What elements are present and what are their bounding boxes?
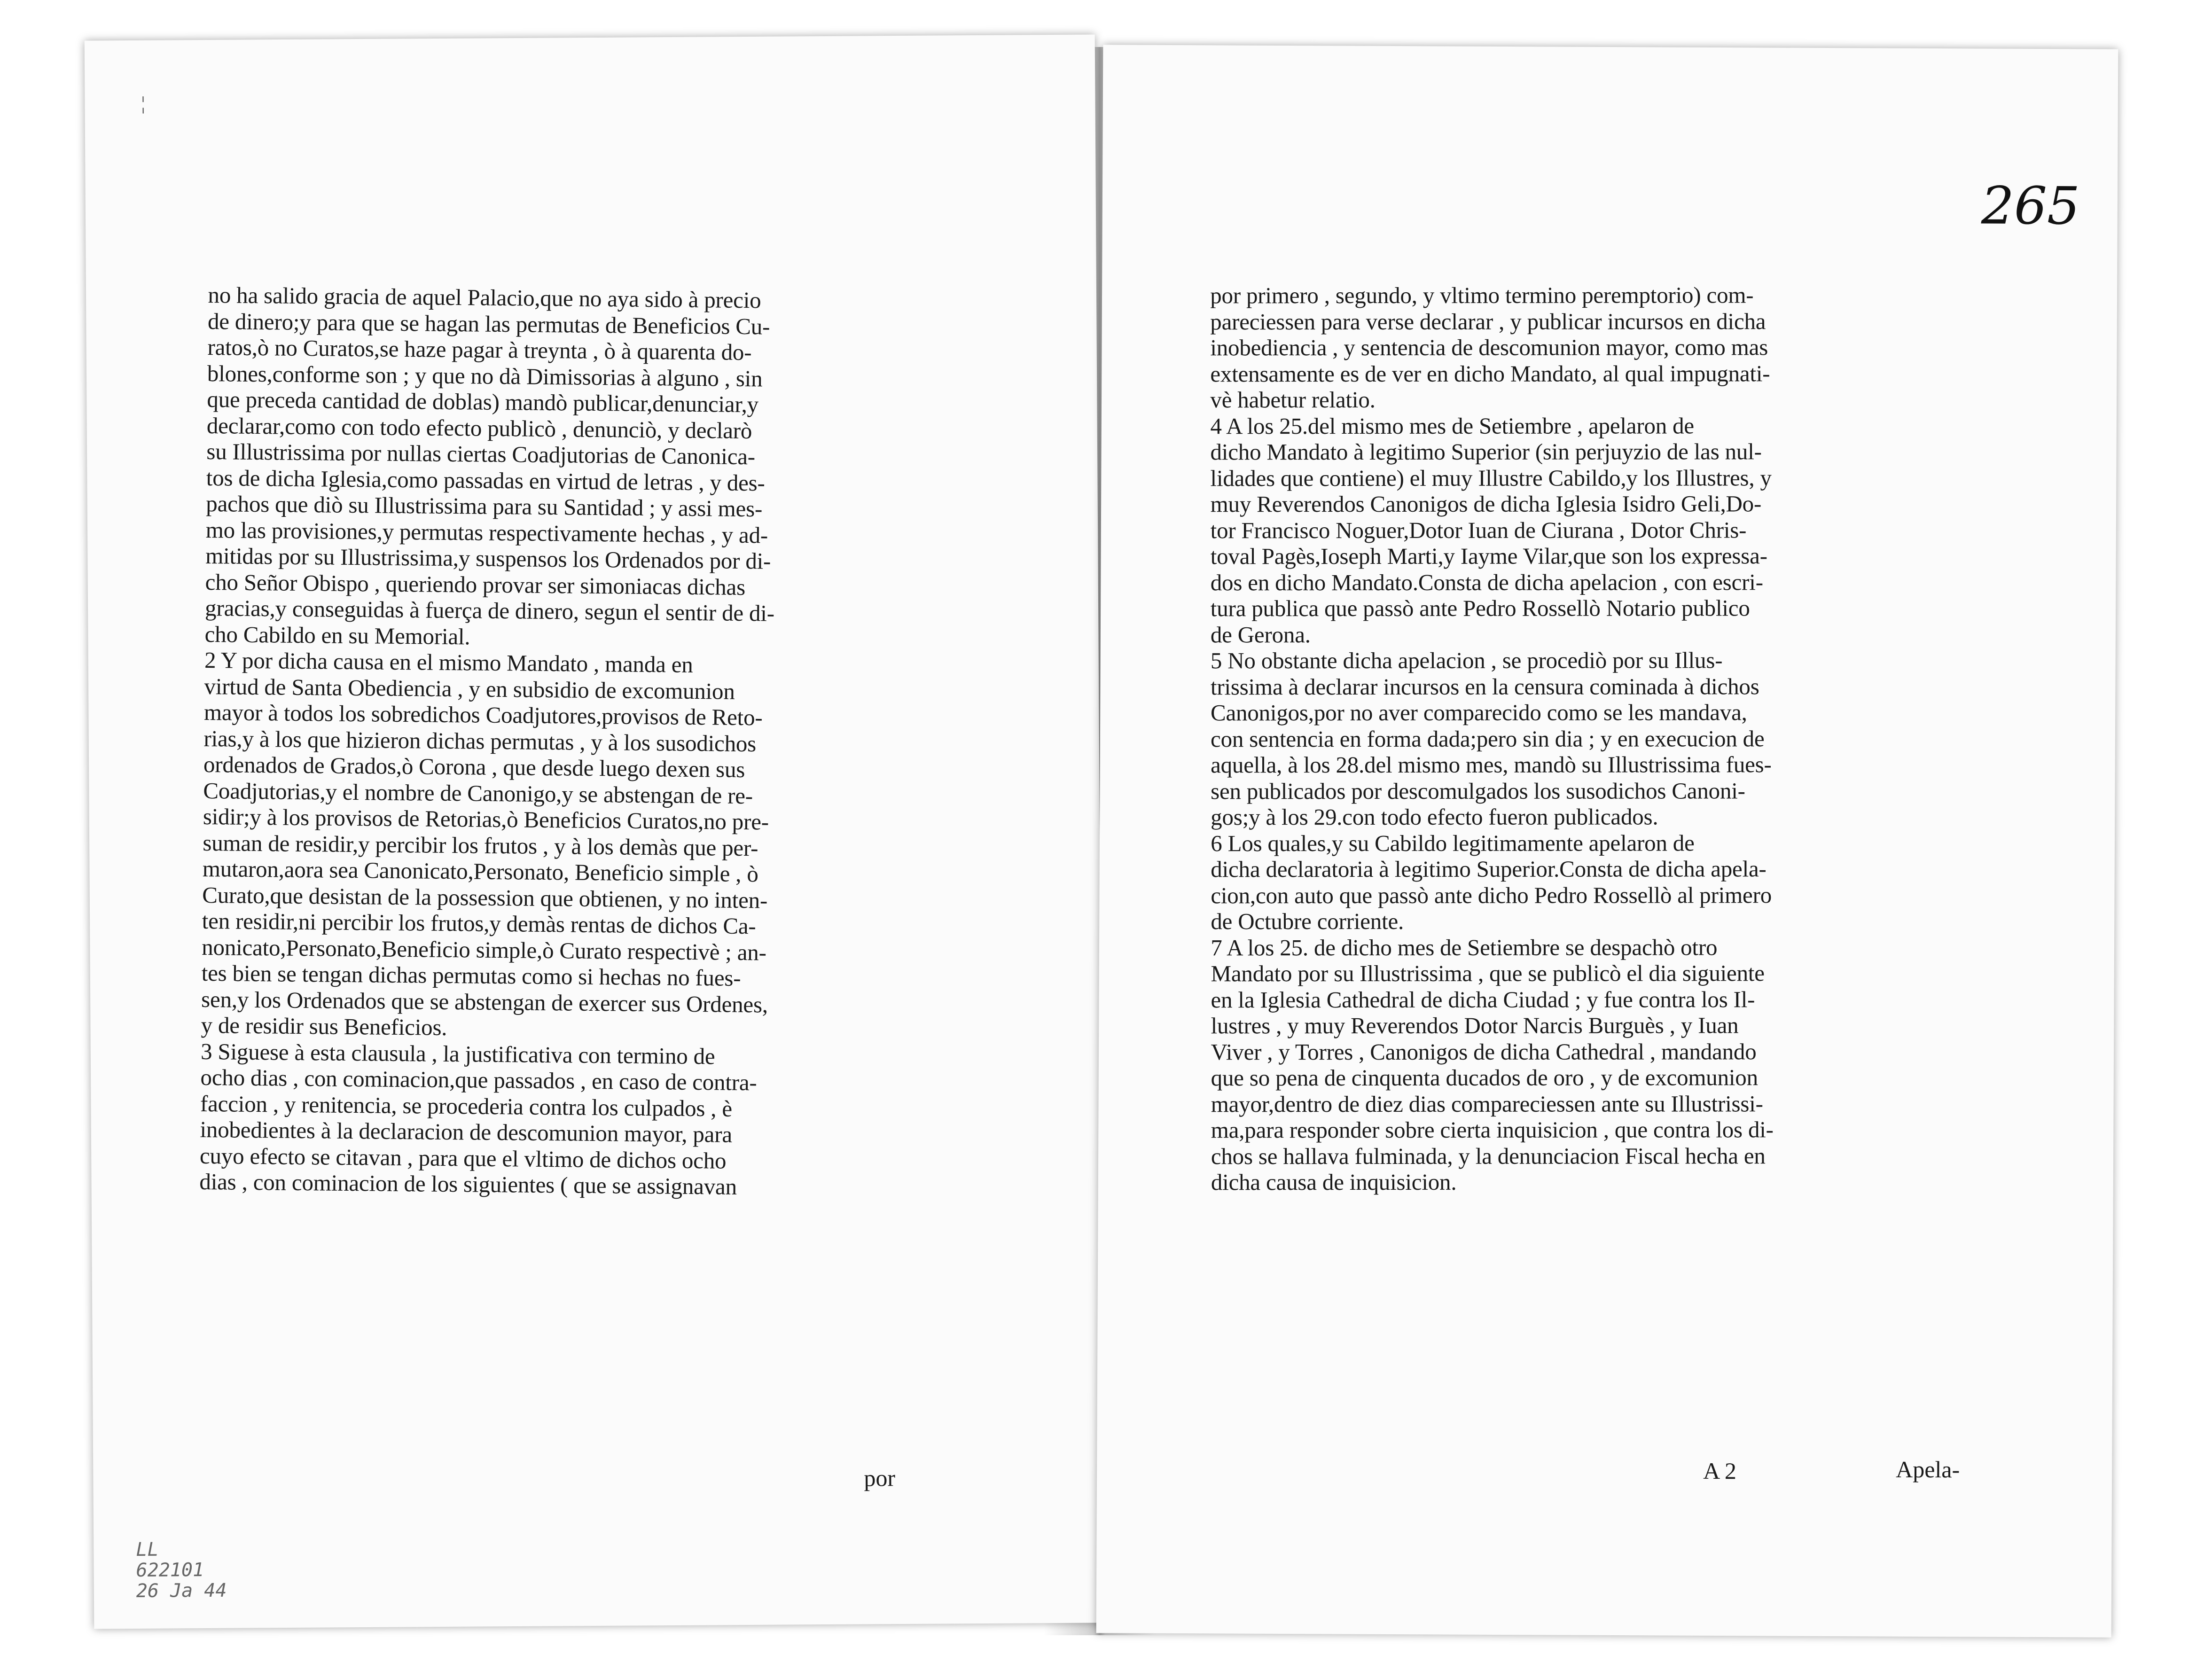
text-line: extensamente es de ver en dicho Mandato, al qual impugnati- <box>1210 360 1770 387</box>
text-line: vè habetur relatio. <box>1210 386 1376 413</box>
text-line: de Gerona. <box>1210 621 1311 648</box>
text-line: pachos que diò su Illustrissima para su Santidad ; y assi mes- <box>206 490 763 522</box>
text-line: ten residir,ni percibir los frutos,y demàs rentas de dichos Ca- <box>202 907 756 939</box>
text-line: con sentencia en forma dada;pero sin dia ; y en execucion de <box>1211 725 1765 752</box>
text-line: blones,conforme son ; y que no dà Dimissorias à alguno , sin <box>207 360 763 391</box>
text-line: lidades que contiene) el muy Illustre Cabildo,y los Illustres, y <box>1210 464 1772 491</box>
text-line: no ha salido gracia de aquel Palacio,que no aya sido à precio <box>208 282 761 313</box>
text-line: dicha declaratoria à legitimo Superior.Consta de dicha apela- <box>1211 856 1766 882</box>
text-line: Curato,que desistan de la possession que obtienen, y no inten- <box>202 882 768 913</box>
left-page <box>85 34 1105 1629</box>
text-line: Canonigos,por no aver comparecido como se les mandava, <box>1210 699 1747 726</box>
text-line: dos en dicho Mandato.Consta de dicha apelacion , con escri- <box>1210 569 1763 595</box>
text-line: 7 A los 25. de dicho mes de Setiembre se despachò otro <box>1211 934 1718 960</box>
text-line: 4 A los 25.del mismo mes de Setiembre , apelaron de <box>1210 412 1694 439</box>
text-line: mayor à todos los sobredichos Coadjutores,provisos de Reto- <box>203 699 763 731</box>
text-line: ratos,ò no Curatos,se haze pagar à treynta , ò à quarenta do- <box>207 334 752 366</box>
text-line: 6 Los quales,y su Cabildo legitimamente apelaron de <box>1211 829 1695 856</box>
text-line: muy Reverendos Canonigos de dicha Iglesia Isidro Geli,Do- <box>1210 491 1762 517</box>
text-line: chos se hallava fulminada, y la denunciacion Fiscal hecha en <box>1211 1142 1766 1169</box>
text-line: rias,y à los que hizieron dichas permutas , y à los susodichos <box>203 725 757 757</box>
text-line: aquella, à los 28.del mismo mes, mandò su Illustrissima fues- <box>1211 751 1772 778</box>
text-line: suman de residir,y percibir los frutos , y à los demàs que per- <box>203 829 758 861</box>
text-line: su Illustrissima por nullas ciertas Coadjutorias de Canonica- <box>206 438 756 470</box>
right-page <box>1096 45 2118 1637</box>
text-line: mutaron,aora sea Canonicato,Personato, Beneficio simple , ò <box>202 855 758 887</box>
text-line: sen publicados por descomulgados los susodichos Canoni- <box>1211 777 1745 804</box>
right-page-text <box>1210 282 2043 1195</box>
text-line: inobediencia , y sentencia de descomunion mayor, como mas <box>1210 334 1768 361</box>
text-line: cuyo efecto se citavan , para que el vltimo de dichos ocho <box>199 1142 727 1174</box>
text-line: Coadjutorias,y el nombre de Canonigo,y se abstengan de re- <box>203 777 753 809</box>
margin-mark: ¦ <box>141 92 145 114</box>
left-page-text <box>199 282 1007 1202</box>
text-line: Mandato por su Illustrissima , que se publicò el dia siguiente <box>1211 960 1765 987</box>
text-line: ma,para responder sobre cierta inquisicion , que contra los di- <box>1211 1116 1774 1143</box>
text-line: gos;y à los 29.con todo efecto fueron publicados. <box>1211 804 1658 830</box>
text-line: que so pena de cinquenta ducados de oro , y de excomunion <box>1211 1064 1758 1091</box>
signature-mark: A 2 <box>1703 1457 1737 1484</box>
text-line: que preceda cantidad de doblas) mandò publicar,denunciar,y <box>207 386 759 418</box>
text-line: mayor,dentro de diez dias compareciessen ante su Illustrissi- <box>1211 1090 1763 1117</box>
text-line: y de residir sus Beneficios. <box>201 1012 447 1040</box>
right-catchword: Apela- <box>1896 1456 1960 1483</box>
text-line: por primero , segundo, y vltimo termino peremptorio) com- <box>1210 282 1754 309</box>
text-line: dias , con cominacion de los siguientes ( que se assignavan <box>199 1168 737 1200</box>
text-line: en la Iglesia Cathedral de dicha Ciudad ; y fue contra los Il- <box>1211 986 1755 1013</box>
text-line: tes bien se tengan dichas permutas como si hechas no fues- <box>201 960 741 991</box>
text-line: 2 Y por dicha causa en el mismo Mandato , manda en <box>204 647 693 678</box>
folio-number: 265 <box>1981 175 2080 236</box>
text-line: ocho dias , con cominacion,que passados , en caso de contra- <box>200 1064 757 1096</box>
pencil-notes: LL 622101 26 Ja 44 <box>136 1538 227 1602</box>
text-line: declarar,como con todo efecto publicò , denunciò, y declarò <box>206 412 752 444</box>
text-line: cho Cabildo en su Memorial. <box>204 621 470 649</box>
text-line: lustres , y muy Reverendos Dotor Narcis Burguès , y Iuan <box>1211 1012 1739 1039</box>
text-line: dicha causa de inquisicion. <box>1211 1169 1457 1195</box>
text-line: cho Señor Obispo , queriendo provar ser simoniacas dichas <box>205 569 746 600</box>
text-line: dicho Mandato à legitimo Superior (sin perjuyzio de las nul- <box>1210 438 1762 465</box>
text-line: mo las provisiones,y permutas respectivamente hechas , y ad- <box>205 516 768 548</box>
text-line: tor Francisco Noguer,Dotor Iuan de Ciurana , Dotor Chris- <box>1210 516 1747 543</box>
text-line: de dinero;y para que se hagan las permutas de Beneficios Cu- <box>207 308 770 339</box>
book-spread <box>19 19 2157 1654</box>
text-line: tura publica que passò ante Pedro Rossellò Notario publico <box>1210 595 1750 622</box>
left-catchword: por <box>864 1465 896 1491</box>
text-line: 3 Siguese à esta clausula , la justificativa con termino de <box>200 1038 715 1069</box>
text-line: ordenados de Grados,ò Corona , que desde luego dexen sus <box>203 751 745 783</box>
text-line: mitidas por su Illustrissima,y suspensos los Ordenados por di- <box>205 542 771 574</box>
text-line: trissima à declarar incursos en la censura cominada à dichos <box>1210 673 1759 700</box>
text-line: virtud de Santa Obediencia , y en subsidio de excomunion <box>204 673 735 704</box>
text-line: tos de dicha Iglesia,como passadas en virtud de letras , y des- <box>206 464 765 496</box>
text-line: sen,y los Ordenados que se abstengan de exercer sus Ordenes, <box>201 986 768 1018</box>
text-line: cion,con auto que passò ante dicho Pedro Rossellò al primero <box>1211 882 1772 908</box>
text-line: gracias,y conseguidas à fuerça de dinero, segun el sentir de di- <box>204 594 775 626</box>
text-line: inobedientes à la declaracion de descomunion mayor, para <box>200 1116 733 1147</box>
text-line: pareciessen para verse declarar , y publicar incursos en dicha <box>1210 308 1766 335</box>
text-line: de Octubre corriente. <box>1211 908 1404 935</box>
text-line: toval Pagès,Ioseph Marti,y Iayme Vilar,que son los expressa- <box>1210 543 1767 570</box>
text-line: faccion , y renitencia, se procederia contra los culpados , è <box>200 1090 733 1122</box>
text-line: Viver , y Torres , Canonigos de dicha Cathedral , mandando <box>1211 1038 1757 1065</box>
text-line: nonicato,Personato,Beneficio simple,ò Curato respectivè ; an- <box>201 934 767 965</box>
text-line: 5 No obstante dicha apelacion , se procediò por su Illus- <box>1210 647 1723 674</box>
text-line: sidir;y à los provisos de Retorias,ò Beneficios Curatos,no pre- <box>203 803 769 835</box>
